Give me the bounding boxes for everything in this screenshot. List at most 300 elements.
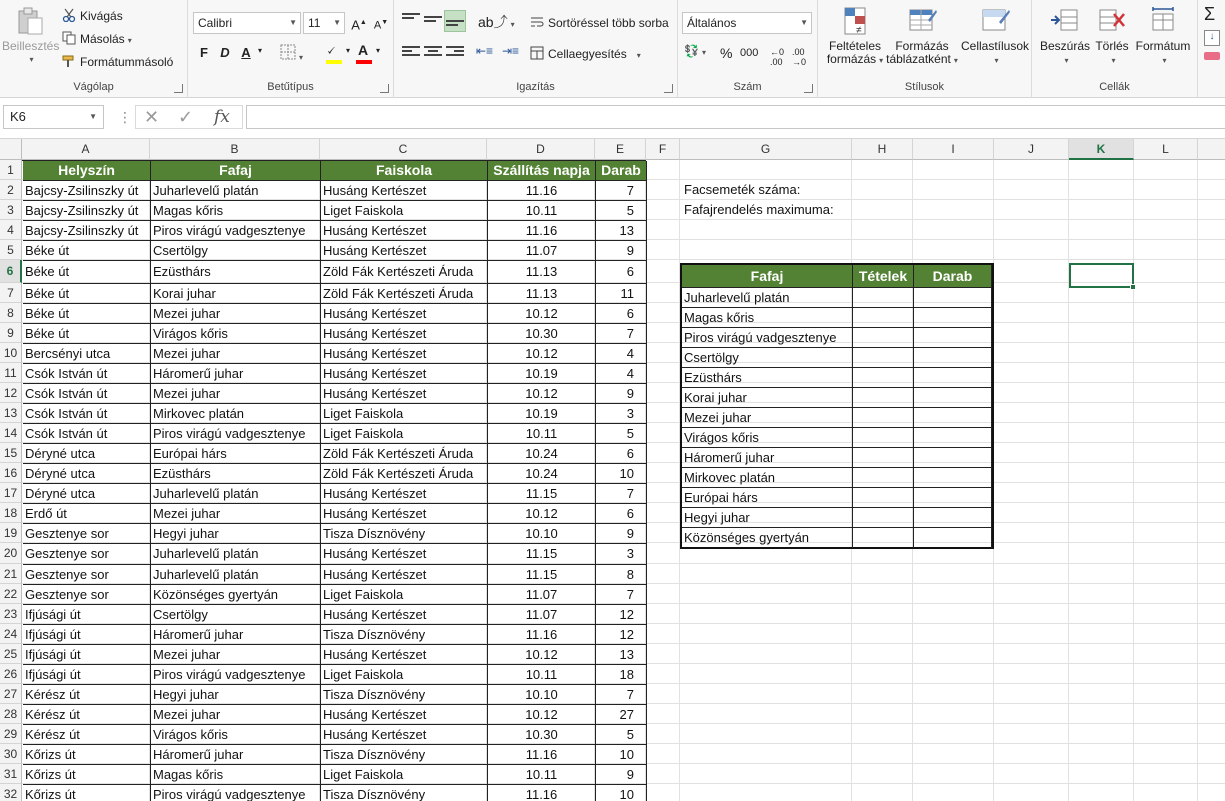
table-cell[interactable]: 13	[596, 221, 647, 241]
table-cell[interactable]: Husáng Kertészet	[321, 221, 488, 241]
summary-value-cell[interactable]	[853, 328, 914, 348]
table-cell[interactable]: 10.19	[488, 364, 596, 384]
table-cell[interactable]: 10	[596, 785, 647, 801]
column-header-f[interactable]: F	[646, 139, 680, 160]
summary-header-cell[interactable]: Fafaj	[682, 265, 853, 288]
italic-button[interactable]	[214, 42, 236, 64]
row-header[interactable]: 28	[0, 704, 22, 724]
summary-value-cell[interactable]	[853, 288, 914, 308]
table-cell[interactable]: Husáng Kertészet	[321, 304, 488, 324]
summary-value-cell[interactable]	[914, 328, 992, 348]
table-cell[interactable]: Béke út	[23, 241, 151, 261]
shrink-font-button[interactable]: A▼	[373, 19, 389, 32]
table-cell[interactable]: 6	[596, 444, 647, 464]
table-cell[interactable]: 12	[596, 605, 647, 625]
clipboard-launcher-icon[interactable]	[174, 84, 183, 93]
summary-value-cell[interactable]	[914, 408, 992, 428]
table-cell[interactable]: 11.16	[488, 785, 596, 801]
select-all-corner[interactable]	[0, 139, 22, 160]
table-cell[interactable]: Husáng Kertészet	[321, 605, 488, 625]
table-cell[interactable]: 10	[596, 745, 647, 765]
table-cell[interactable]: Ifjúsági út	[23, 645, 151, 665]
table-cell[interactable]: Husáng Kertészet	[321, 725, 488, 745]
table-cell[interactable]: 10.12	[488, 645, 596, 665]
summary-species-cell[interactable]: Korai juhar	[682, 388, 853, 408]
table-cell[interactable]: Mezei juhar	[151, 384, 321, 404]
table-cell[interactable]: Liget Faiskola	[321, 424, 488, 444]
table-cell[interactable]: Ezüsthárs	[151, 261, 321, 284]
table-cell[interactable]: Juharlevelű platán	[151, 181, 321, 201]
table-cell[interactable]: 7	[596, 181, 647, 201]
table-cell[interactable]: Háromerű juhar	[151, 625, 321, 645]
table-cell[interactable]: Mezei juhar	[151, 344, 321, 364]
table-cell[interactable]: Tisza Dísznövény	[321, 685, 488, 705]
summary-species-cell[interactable]: Hegyi juhar	[682, 508, 853, 528]
accounting-format-button[interactable]	[684, 44, 706, 58]
table-header-cell[interactable]: Szállítás napja	[488, 161, 596, 181]
format-painter-button[interactable]	[62, 54, 173, 69]
table-cell[interactable]: Tisza Dísznövény	[321, 785, 488, 801]
row-header[interactable]: 26	[0, 664, 22, 684]
row-header[interactable]: 18	[0, 503, 22, 523]
fill-dropdown-icon[interactable]: ▾	[346, 46, 351, 55]
table-cell[interactable]: Mezei juhar	[151, 645, 321, 665]
column-header-k[interactable]: K	[1069, 139, 1134, 160]
table-cell[interactable]: 4	[596, 344, 647, 364]
summary-species-cell[interactable]: Mezei juhar	[682, 408, 853, 428]
table-cell[interactable]: Ifjúsági út	[23, 625, 151, 645]
row-header[interactable]: 27	[0, 684, 22, 704]
table-cell[interactable]: Mezei juhar	[151, 504, 321, 524]
font-name-combo[interactable]	[193, 12, 301, 34]
font-launcher-icon[interactable]	[380, 84, 389, 93]
column-header-c[interactable]: C	[320, 139, 487, 160]
align-middle-button[interactable]	[422, 10, 444, 32]
table-cell[interactable]: 7	[596, 585, 647, 605]
table-cell[interactable]: Liget Faiskola	[321, 201, 488, 221]
summary-value-cell[interactable]	[914, 528, 992, 548]
fill-handle[interactable]	[1130, 284, 1136, 290]
table-cell[interactable]: 11.16	[488, 745, 596, 765]
summary-value-cell[interactable]	[914, 468, 992, 488]
table-cell[interactable]: Virágos kőris	[151, 725, 321, 745]
summary-value-cell[interactable]	[853, 408, 914, 428]
table-cell[interactable]: Husáng Kertészet	[321, 324, 488, 344]
row-header[interactable]: 10	[0, 343, 22, 363]
row-header[interactable]: 29	[0, 724, 22, 744]
table-cell[interactable]: Béke út	[23, 324, 151, 344]
table-cell[interactable]: Csók István út	[23, 384, 151, 404]
align-left-button[interactable]	[400, 42, 422, 64]
table-cell[interactable]: 11.07	[488, 241, 596, 261]
summary-value-cell[interactable]	[914, 508, 992, 528]
table-cell[interactable]: 10.11	[488, 665, 596, 685]
table-cell[interactable]: Husáng Kertészet	[321, 484, 488, 504]
table-cell[interactable]: 11.15	[488, 484, 596, 504]
column-header-i[interactable]: I	[913, 139, 994, 160]
table-cell[interactable]: Mezei juhar	[151, 705, 321, 725]
row-header[interactable]: 12	[0, 383, 22, 403]
row-header[interactable]: 1	[0, 160, 22, 180]
table-cell[interactable]: Csók István út	[23, 404, 151, 424]
table-cell[interactable]: 9	[596, 241, 647, 261]
summary-species-cell[interactable]: Juharlevelű platán	[682, 288, 853, 308]
summary-header-cell[interactable]: Tételek	[853, 265, 914, 288]
font-color-dropdown-icon[interactable]: ▾	[376, 46, 381, 55]
table-cell[interactable]: Liget Faiskola	[321, 585, 488, 605]
table-cell[interactable]: Bercsényi utca	[23, 344, 151, 364]
table-header-cell[interactable]: Helyszín	[23, 161, 151, 181]
row-header[interactable]: 32	[0, 784, 22, 801]
table-cell[interactable]: 9	[596, 384, 647, 404]
table-cell[interactable]: 12	[596, 625, 647, 645]
summary-species-cell[interactable]: Piros virágú vadgesztenye	[682, 328, 853, 348]
fill-down-icon[interactable]: ↓	[1204, 30, 1220, 46]
summary-value-cell[interactable]	[853, 308, 914, 328]
row-header[interactable]: 13	[0, 403, 22, 423]
table-cell[interactable]: 10.11	[488, 765, 596, 785]
active-cell-selection[interactable]	[1069, 263, 1134, 288]
grow-font-button[interactable]: A▲	[351, 17, 367, 33]
row-header[interactable]: 25	[0, 644, 22, 664]
summary-value-cell[interactable]	[914, 448, 992, 468]
row-header[interactable]: 16	[0, 463, 22, 483]
number-format-combo[interactable]	[682, 12, 812, 34]
table-cell[interactable]: 11.13	[488, 284, 596, 304]
table-cell[interactable]: Husáng Kertészet	[321, 705, 488, 725]
underline-dropdown-icon[interactable]: ▾	[258, 46, 263, 55]
summary-value-cell[interactable]	[914, 388, 992, 408]
column-header-j[interactable]: J	[994, 139, 1069, 160]
table-cell[interactable]: 11.16	[488, 625, 596, 645]
row-header[interactable]: 11	[0, 363, 22, 383]
clear-icon[interactable]	[1204, 52, 1220, 60]
font-color-button[interactable]	[358, 42, 368, 58]
column-header-l[interactable]: L	[1134, 139, 1198, 160]
row-header[interactable]: 30	[0, 744, 22, 764]
summary-value-cell[interactable]	[914, 368, 992, 388]
table-cell[interactable]: 10.10	[488, 524, 596, 544]
cut-button[interactable]	[62, 8, 123, 23]
row-header[interactable]: 24	[0, 624, 22, 644]
table-header-cell[interactable]: Fafaj	[151, 161, 321, 181]
delete-cells-button[interactable]	[1090, 6, 1134, 67]
table-header-cell[interactable]: Faiskola	[321, 161, 488, 181]
row-header[interactable]: 21	[0, 564, 22, 584]
wrap-text-button[interactable]	[530, 15, 669, 30]
bold-button[interactable]	[193, 42, 215, 64]
summary-species-cell[interactable]: Csertölgy	[682, 348, 853, 368]
cell-styles-button[interactable]	[960, 6, 1030, 67]
table-cell[interactable]: Liget Faiskola	[321, 665, 488, 685]
summary-value-cell[interactable]	[914, 288, 992, 308]
table-cell[interactable]: Kérész út	[23, 725, 151, 745]
table-cell[interactable]: Gesztenye sor	[23, 544, 151, 565]
paste-button[interactable]	[2, 6, 58, 66]
table-cell[interactable]: Husáng Kertészet	[321, 565, 488, 585]
row-header[interactable]: 22	[0, 584, 22, 604]
table-cell[interactable]: Erdő út	[23, 504, 151, 524]
column-header-a[interactable]: A	[22, 139, 150, 160]
table-cell[interactable]: Bajcsy-Zsilinszky út	[23, 221, 151, 241]
table-cell[interactable]: 10.30	[488, 725, 596, 745]
row-header[interactable]: 14	[0, 423, 22, 443]
table-cell[interactable]: Tisza Dísznövény	[321, 524, 488, 544]
table-cell[interactable]: 10.11	[488, 424, 596, 444]
table-cell[interactable]: 10.12	[488, 344, 596, 364]
percent-button[interactable]	[720, 45, 732, 61]
table-cell[interactable]: Piros virágú vadgesztenye	[151, 221, 321, 241]
table-cell[interactable]: 5	[596, 725, 647, 745]
table-cell[interactable]: Háromerű juhar	[151, 745, 321, 765]
row-header[interactable]: 17	[0, 483, 22, 503]
table-cell[interactable]: 10.30	[488, 324, 596, 344]
format-cells-button[interactable]	[1132, 6, 1194, 67]
autosum-icon[interactable]: Σ	[1204, 4, 1216, 24]
table-cell[interactable]: 11.16	[488, 221, 596, 241]
table-cell[interactable]: Liget Faiskola	[321, 765, 488, 785]
summary-value-cell[interactable]	[853, 488, 914, 508]
table-cell[interactable]: Déryné utca	[23, 444, 151, 464]
alignment-launcher-icon[interactable]	[664, 84, 673, 93]
row-header[interactable]: 20	[0, 543, 22, 564]
table-cell[interactable]: Husáng Kertészet	[321, 241, 488, 261]
conditional-formatting-button[interactable]	[822, 6, 888, 67]
table-cell[interactable]: 10.12	[488, 705, 596, 725]
summary-species-cell[interactable]: Virágos kőris	[682, 428, 853, 448]
table-cell[interactable]: Gesztenye sor	[23, 565, 151, 585]
table-cell[interactable]: Ifjúsági út	[23, 665, 151, 685]
summary-species-cell[interactable]: Háromerű juhar	[682, 448, 853, 468]
row-header[interactable]: 31	[0, 764, 22, 784]
table-cell[interactable]: Mirkovec platán	[151, 404, 321, 424]
table-cell[interactable]: Tisza Dísznövény	[321, 625, 488, 645]
row-header[interactable]: 2	[0, 180, 22, 200]
table-cell[interactable]: 11.15	[488, 544, 596, 565]
table-cell[interactable]: 6	[596, 261, 647, 284]
orientation-button[interactable]	[478, 12, 515, 32]
formula-input[interactable]	[246, 105, 1225, 129]
table-cell[interactable]: 18	[596, 665, 647, 685]
insert-cells-button[interactable]	[1038, 6, 1092, 67]
table-cell[interactable]: 27	[596, 705, 647, 725]
thousands-button[interactable]	[740, 47, 758, 59]
font-size-combo[interactable]	[303, 12, 345, 34]
table-cell[interactable]: 5	[596, 424, 647, 444]
table-cell[interactable]: Zöld Fák Kertészeti Áruda	[321, 464, 488, 484]
number-launcher-icon[interactable]	[804, 84, 813, 93]
table-cell[interactable]: Husáng Kertészet	[321, 384, 488, 404]
table-cell[interactable]: 10.24	[488, 444, 596, 464]
table-cell[interactable]: Kőrizs út	[23, 785, 151, 801]
column-header-h[interactable]: H	[852, 139, 913, 160]
table-cell[interactable]: 11.13	[488, 261, 596, 284]
insert-function-icon[interactable]: fx	[214, 107, 230, 127]
column-header-e[interactable]: E	[595, 139, 646, 160]
column-header-d[interactable]: D	[487, 139, 595, 160]
row-header[interactable]: 9	[0, 323, 22, 343]
table-cell[interactable]: Ifjúsági út	[23, 605, 151, 625]
table-cell[interactable]: Magas kőris	[151, 201, 321, 221]
summary-value-cell[interactable]	[853, 448, 914, 468]
enter-icon[interactable]: ✓	[178, 107, 194, 127]
table-cell[interactable]: Korai juhar	[151, 284, 321, 304]
fill-color-button[interactable]	[326, 42, 336, 59]
table-cell[interactable]: 11	[596, 284, 647, 304]
table-cell[interactable]: 10.11	[488, 201, 596, 221]
table-cell[interactable]: Déryné utca	[23, 484, 151, 504]
table-cell[interactable]: 4	[596, 364, 647, 384]
table-cell[interactable]: Csók István út	[23, 424, 151, 444]
format-as-table-button[interactable]	[884, 6, 960, 67]
decrease-decimal-button[interactable]	[792, 47, 806, 67]
table-cell[interactable]: Husáng Kertészet	[321, 645, 488, 665]
align-center-button[interactable]	[422, 42, 444, 64]
table-cell[interactable]: Hegyi juhar	[151, 685, 321, 705]
align-right-button[interactable]	[444, 42, 466, 64]
summary-value-cell[interactable]	[853, 468, 914, 488]
summary-value-cell[interactable]	[853, 348, 914, 368]
table-cell[interactable]: Husáng Kertészet	[321, 544, 488, 565]
column-header-g[interactable]: G	[680, 139, 852, 160]
table-cell[interactable]: Mezei juhar	[151, 304, 321, 324]
table-cell[interactable]: 7	[596, 324, 647, 344]
summary-value-cell[interactable]	[853, 368, 914, 388]
table-cell[interactable]: Husáng Kertészet	[321, 344, 488, 364]
summary-species-cell[interactable]: Mirkovec platán	[682, 468, 853, 488]
table-cell[interactable]: Háromerű juhar	[151, 364, 321, 384]
table-cell[interactable]: 10.10	[488, 685, 596, 705]
copy-button[interactable]	[62, 31, 132, 46]
summary-value-cell[interactable]	[853, 428, 914, 448]
table-cell[interactable]: 7	[596, 685, 647, 705]
align-top-button[interactable]	[400, 10, 422, 32]
borders-button[interactable]	[280, 44, 303, 63]
table-cell[interactable]: Juharlevelű platán	[151, 484, 321, 504]
table-cell[interactable]: Tisza Dísznövény	[321, 745, 488, 765]
summary-value-cell[interactable]	[914, 428, 992, 448]
table-cell[interactable]: Kérész út	[23, 685, 151, 705]
table-cell[interactable]: Gesztenye sor	[23, 524, 151, 544]
table-cell[interactable]: Kőrizs út	[23, 765, 151, 785]
table-cell[interactable]: Bajcsy-Zsilinszky út	[23, 181, 151, 201]
table-cell[interactable]: Hegyi juhar	[151, 524, 321, 544]
row-header[interactable]: 15	[0, 443, 22, 463]
table-cell[interactable]: 3	[596, 544, 647, 565]
align-bottom-button[interactable]	[444, 10, 466, 32]
table-cell[interactable]: Ezüsthárs	[151, 464, 321, 484]
table-cell[interactable]: Kőrizs út	[23, 745, 151, 765]
table-cell[interactable]: Zöld Fák Kertészeti Áruda	[321, 261, 488, 284]
decrease-indent-button[interactable]	[476, 44, 493, 58]
table-cell[interactable]: Husáng Kertészet	[321, 181, 488, 201]
summary-species-cell[interactable]: Közönséges gyertyán	[682, 528, 853, 548]
underline-button[interactable]	[235, 42, 257, 64]
table-cell[interactable]: Piros virágú vadgesztenye	[151, 785, 321, 801]
table-cell[interactable]: Gesztenye sor	[23, 585, 151, 605]
table-cell[interactable]: 11.07	[488, 585, 596, 605]
table-cell[interactable]: 10	[596, 464, 647, 484]
worksheet-grid[interactable]	[0, 139, 1225, 801]
table-cell[interactable]: 10.12	[488, 384, 596, 404]
table-cell[interactable]: Magas kőris	[151, 765, 321, 785]
summary-value-cell[interactable]	[914, 348, 992, 368]
table-cell[interactable]: 9	[596, 765, 647, 785]
row-header[interactable]: 23	[0, 604, 22, 624]
table-cell[interactable]: Virágos kőris	[151, 324, 321, 344]
table-cell[interactable]: 10.19	[488, 404, 596, 424]
table-cell[interactable]: 9	[596, 524, 647, 544]
increase-decimal-button[interactable]	[770, 47, 784, 67]
summary-value-cell[interactable]	[853, 388, 914, 408]
table-cell[interactable]: 10.24	[488, 464, 596, 484]
table-cell[interactable]: 7	[596, 484, 647, 504]
table-cell[interactable]: 3	[596, 404, 647, 424]
table-cell[interactable]: Béke út	[23, 284, 151, 304]
table-cell[interactable]: Juharlevelű platán	[151, 565, 321, 585]
table-header-cell[interactable]: Darab	[596, 161, 647, 181]
table-cell[interactable]: Juharlevelű platán	[151, 544, 321, 565]
table-cell[interactable]: 6	[596, 304, 647, 324]
table-cell[interactable]: Husáng Kertészet	[321, 364, 488, 384]
row-header[interactable]: 4	[0, 220, 22, 240]
table-cell[interactable]: Liget Faiskola	[321, 404, 488, 424]
increase-indent-button[interactable]	[502, 44, 519, 58]
table-cell[interactable]: Közönséges gyertyán	[151, 585, 321, 605]
table-cell[interactable]: 10.12	[488, 304, 596, 324]
table-cell[interactable]: 11.16	[488, 181, 596, 201]
table-cell[interactable]: Husáng Kertészet	[321, 504, 488, 524]
row-header[interactable]: 5	[0, 240, 22, 260]
table-cell[interactable]: Európai hárs	[151, 444, 321, 464]
row-header[interactable]: 6	[0, 260, 22, 283]
table-cell[interactable]: Csertölgy	[151, 241, 321, 261]
row-header[interactable]: 19	[0, 523, 22, 543]
row-header[interactable]: 8	[0, 303, 22, 323]
table-cell[interactable]: 6	[596, 504, 647, 524]
summary-species-cell[interactable]: Európai hárs	[682, 488, 853, 508]
table-cell[interactable]: Zöld Fák Kertészeti Áruda	[321, 444, 488, 464]
table-cell[interactable]: Kérész út	[23, 705, 151, 725]
table-cell[interactable]: Zöld Fák Kertészeti Áruda	[321, 284, 488, 304]
summary-value-cell[interactable]	[914, 308, 992, 328]
summary-species-cell[interactable]: Ezüsthárs	[682, 368, 853, 388]
table-cell[interactable]: 5	[596, 201, 647, 221]
summary-value-cell[interactable]	[914, 488, 992, 508]
table-cell[interactable]: Béke út	[23, 304, 151, 324]
merge-cells-button[interactable]	[530, 46, 641, 61]
row-header[interactable]: 3	[0, 200, 22, 220]
table-cell[interactable]: Déryné utca	[23, 464, 151, 484]
table-cell[interactable]: Csertölgy	[151, 605, 321, 625]
summary-species-cell[interactable]: Magas kőris	[682, 308, 853, 328]
table-cell[interactable]: 11.07	[488, 605, 596, 625]
table-cell[interactable]: 11.15	[488, 565, 596, 585]
table-cell[interactable]: Csók István út	[23, 364, 151, 384]
name-box[interactable]	[3, 105, 104, 129]
summary-value-cell[interactable]	[853, 528, 914, 548]
table-cell[interactable]: Piros virágú vadgesztenye	[151, 424, 321, 444]
summary-value-cell[interactable]	[853, 508, 914, 528]
column-header-b[interactable]: B	[150, 139, 320, 160]
table-cell[interactable]: Béke út	[23, 261, 151, 284]
row-header[interactable]: 7	[0, 283, 22, 303]
table-cell[interactable]: 8	[596, 565, 647, 585]
summary-header-cell[interactable]: Darab	[914, 265, 992, 288]
table-cell[interactable]: Piros virágú vadgesztenye	[151, 665, 321, 685]
cancel-icon[interactable]: ✕	[144, 107, 160, 127]
table-cell[interactable]: 10.12	[488, 504, 596, 524]
